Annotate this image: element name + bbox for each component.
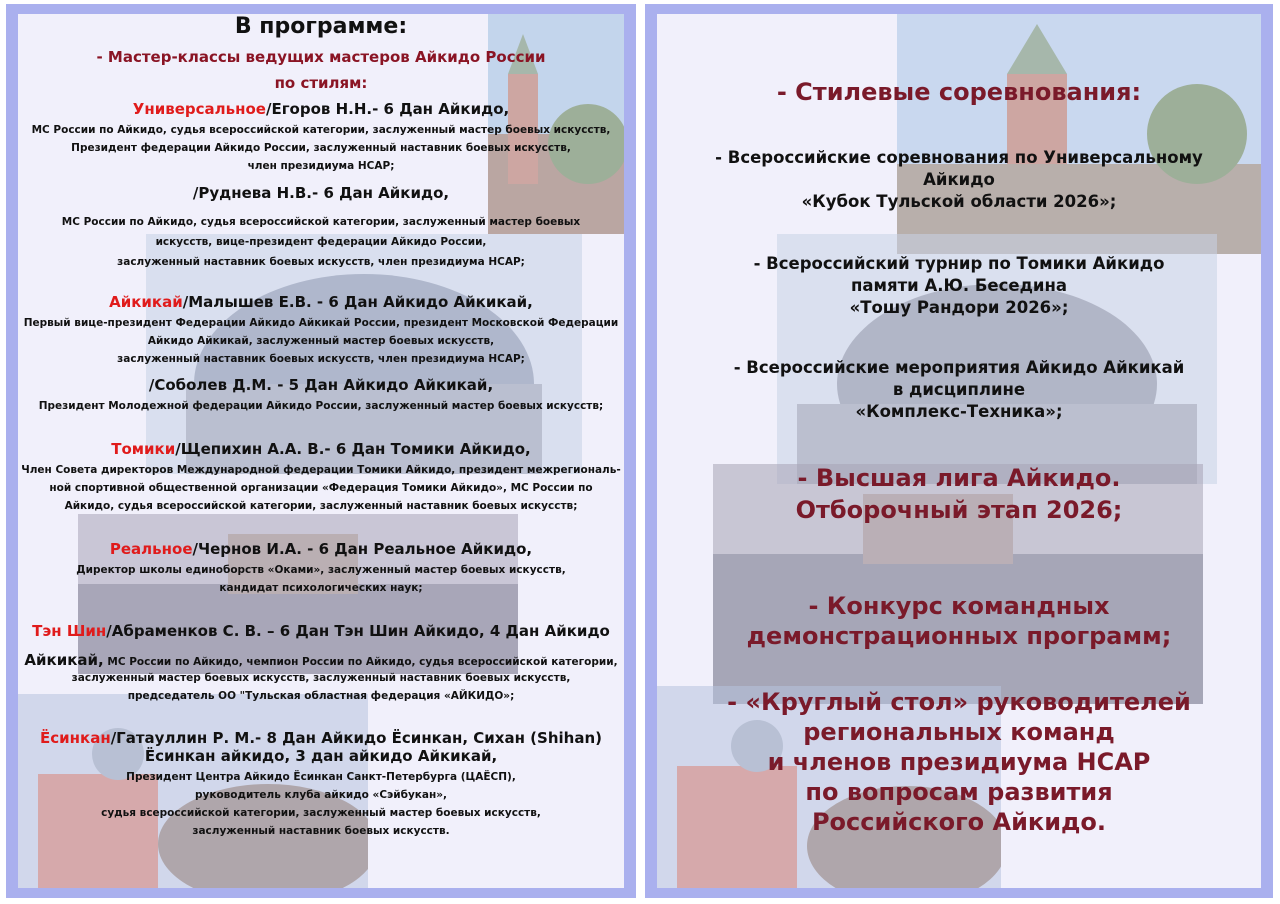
master-name: /Гатауллин Р. М.- 8 Дан Айкидо Ёсинкан, Сихан (Shihan) — [110, 729, 602, 747]
master-details: заслуженный наставник боевых искусств, член президиума НСАР; — [117, 353, 525, 365]
left-program — [18, 14, 624, 888]
section-heading-tenshin — [18, 622, 624, 640]
tournament-tomiki: «Тошу Рандори 2026»; — [849, 298, 1069, 317]
events-aikikai: «Комплекс-Техника»; — [855, 402, 1063, 421]
section-heading-universal-2 — [18, 184, 624, 202]
style-name: Томики — [111, 440, 176, 458]
round-table: Российского Айкидо. — [811, 808, 1107, 836]
competition-universal: «Кубок Тульской области 2026»; — [801, 192, 1117, 211]
left-page-body — [18, 14, 624, 888]
master-rank: Ёсинкан айкидо, 3 дан айкидо Айкикай, — [144, 747, 498, 765]
tournament-tomiki: - Всероссийский турнир по Томики Айкидо — [753, 254, 1165, 273]
round-table: - «Круглый стол» руководителей — [727, 688, 1191, 716]
master-details: Айкидо Айкикай, заслуженный мастер боевых искусств, — [147, 335, 495, 347]
master-details: председатель ОО "Тульская областная федерация «АЙКИДО»; — [127, 690, 515, 702]
section-heading-aikikai — [18, 293, 624, 311]
master-details: МС России по Айкидо, чемпион России по Айкидо, судья всероссийской категории, — [103, 656, 618, 668]
style-name: Ёсинкан — [40, 729, 111, 747]
master-details: МС России по Айкидо, судья всероссийской категории, заслуженный мастер боевых — [61, 216, 581, 228]
section-heading-tomiki — [18, 440, 624, 458]
right-program — [657, 14, 1261, 888]
style-competitions-heading: - Стилевые соревнования: — [776, 78, 1142, 106]
right-page-body — [657, 14, 1261, 888]
master-details: Президент федерации Айкидо России, заслуженный наставник боевых искусств, — [71, 142, 571, 154]
round-table: и членов президиума НСАР — [767, 748, 1151, 776]
events-aikikai: - Всероссийские мероприятия Айкидо Айкикай — [733, 358, 1185, 377]
master-name: /Руднева Н.В.- 6 Дан Айкидо, — [192, 184, 450, 202]
master-details: Президент Молодежной федерации Айкидо России, заслуженный мастер боевых искусств; — [38, 400, 604, 412]
section-heading-aikikai-2 — [18, 376, 624, 394]
master-rank: Айкикай, — [24, 651, 104, 669]
master-name: /Чернов И.А. - 6 Дан Реальное Айкидо, — [192, 540, 533, 558]
master-details: Директор школы единоборств «Оками», заслуженный мастер боевых искусств, — [76, 564, 566, 576]
master-details: заслуженный наставник боевых искусств. — [192, 825, 450, 837]
style-name: Тэн Шин — [32, 622, 107, 640]
round-table: региональных команд — [803, 718, 1115, 746]
master-details: Президент Центра Айкидо Ёсинкан Санкт-Петербурга (ЦАЁСП), — [126, 771, 516, 783]
section-heading-realnoe — [18, 540, 624, 558]
master-details: кандидат психологических наук; — [219, 582, 423, 594]
right-page — [645, 4, 1273, 898]
program-title: В программе: — [234, 14, 408, 39]
team-demo-contest: - Конкурс командных — [808, 592, 1110, 620]
master-details: искусств, вице-президент федерации Айкидо России, — [155, 236, 487, 248]
by-styles-label: по стилям: — [274, 74, 368, 92]
competition-universal: Айкидо — [923, 170, 995, 189]
high-league: Отборочный этап 2026; — [795, 496, 1123, 524]
master-details: Член Совета директоров Международной федерации Томики Айкидо, президент межрегиональ- — [21, 464, 621, 476]
style-name: Айкикай — [109, 293, 183, 311]
master-details: руководитель клуба айкидо «Сэйбукан», — [194, 789, 448, 801]
section-heading-tenshin-cont — [18, 650, 624, 669]
master-name: /Малышев Е.В. - 6 Дан Айкидо Айкикай, — [182, 293, 533, 311]
style-name: Универсальное — [132, 100, 266, 118]
master-details: судья всероссийской категории, заслуженный мастер боевых искусств, — [101, 807, 541, 819]
master-details: член президиума НСАР; — [247, 160, 395, 172]
section-heading-yoshinkan — [18, 729, 624, 747]
master-name: /Щепихин А.А. В.- 6 Дан Томики Айкидо, — [175, 440, 531, 458]
masterclass-intro: - Мастер-классы ведущих мастеров Айкидо России — [96, 48, 546, 66]
events-aikikai: в дисциплине — [892, 380, 1026, 399]
master-name: /Абраменков С. В. – 6 Дан Тэн Шин Айкидо, 4 Дан Айкидо — [106, 622, 610, 640]
style-name: Реальное — [109, 540, 193, 558]
tournament-tomiki: памяти А.Ю. Беседина — [850, 276, 1068, 295]
master-details: заслуженный наставник боевых искусств, член президиума НСАР; — [117, 256, 525, 268]
left-page — [6, 4, 636, 898]
master-details: заслуженный мастер боевых искусств, заслуженный наставник боевых искусств, — [71, 672, 571, 684]
round-table: по вопросам развития — [805, 778, 1113, 806]
team-demo-contest: демонстрационных программ; — [746, 622, 1172, 650]
high-league: - Высшая лига Айкидо. — [797, 464, 1121, 492]
master-details: ной спортивной общественной организации «Федерация Томики Айкидо», МС России по — [49, 482, 593, 494]
master-name: /Соболев Д.М. - 5 Дан Айкидо Айкикай, — [148, 376, 494, 394]
master-name: /Егоров Н.Н.- 6 Дан Айкидо, — [265, 100, 510, 118]
section-heading-universal — [18, 100, 624, 118]
master-details: Айкидо, судья всероссийской категории, заслуженный наставник боевых искусств; — [64, 500, 578, 512]
master-details: МС России по Айкидо, судья всероссийской категории, заслуженный мастер боевых искусств, — [31, 124, 611, 136]
master-details: Первый вице-президент Федерации Айкидо Айкикай России, президент Московской Федерации — [23, 317, 619, 329]
competition-universal: - Всероссийские соревнования по Универсальному — [715, 148, 1203, 167]
